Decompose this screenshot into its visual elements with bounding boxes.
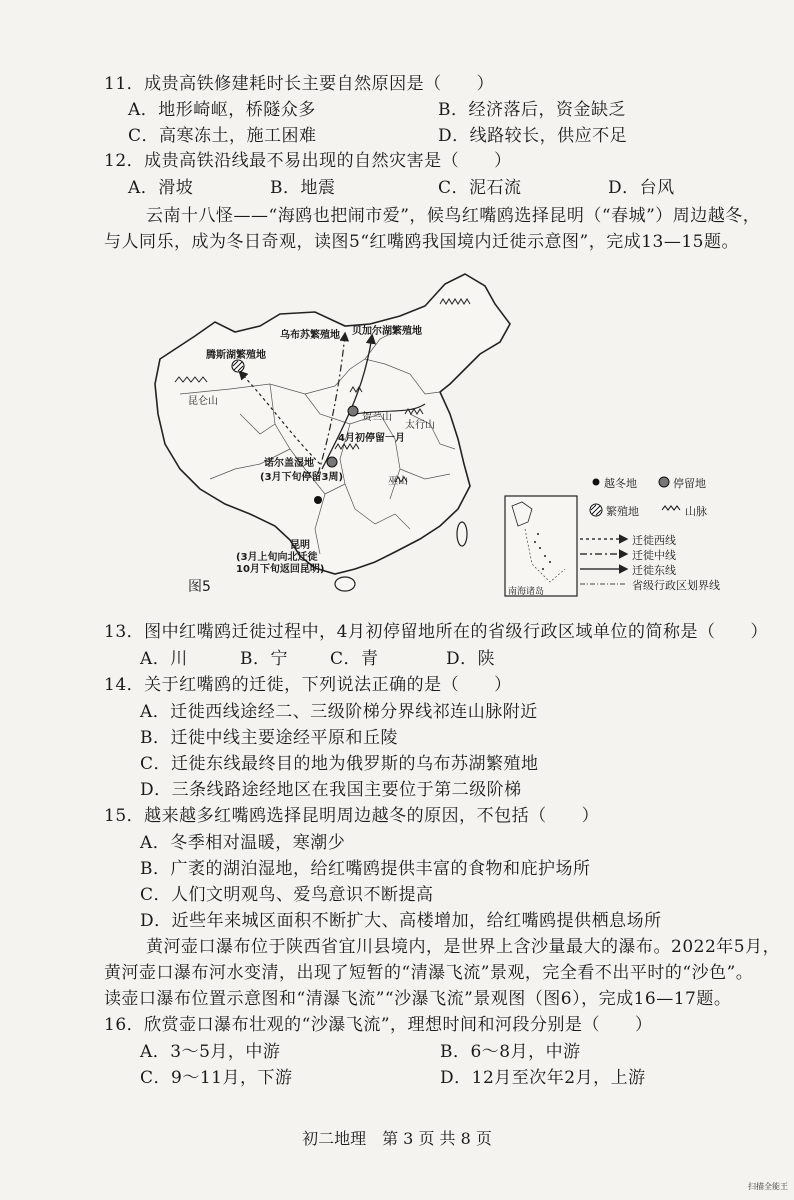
- q11-option-c: C．高寒冻土，施工困难: [128, 126, 317, 146]
- label-helan: 贺兰山: [362, 412, 392, 423]
- passage2-line1: 黄河壶口瀑布位于陕西省宜川县境内，是世界上含沙量最大的瀑布。2022年5月，: [146, 937, 781, 957]
- label-tengis: 腾斯湖繁殖地: [206, 350, 266, 361]
- q13-option-b: B．宁: [240, 649, 288, 669]
- q14-stem: 14．关于红嘴鸥的迁徙，下列说法正确的是（ ）: [104, 675, 512, 695]
- label-kunming-note2: 10月下旬返回昆明): [236, 564, 325, 575]
- label-taihang: 太行山: [405, 420, 435, 431]
- q11-option-b: B．经济落后，资金缺乏: [438, 100, 626, 120]
- q12-option-a: A．滑坡: [128, 178, 194, 198]
- q16-option-d: D．12月至次年2月，上游: [440, 1068, 646, 1088]
- passage2-line3: 读壶口瀑布位置示意图和“清瀑飞流”“沙瀑飞流”景观图（图6），完成16—17题。: [104, 989, 732, 1009]
- legend-east: 迁徙东线: [632, 564, 676, 577]
- legend-winter: 越冬地: [604, 477, 637, 490]
- q14-option-b: B．迁徙中线主要途经平原和丘陵: [140, 728, 398, 748]
- q16-stem: 16．欣赏壶口瀑布壮观的“沙瀑飞流”，理想时间和河段分别是（ ）: [104, 1015, 653, 1035]
- q15-option-a: A．冬季相对温暖，寒潮少: [140, 833, 346, 853]
- china-outline: [155, 274, 510, 574]
- hainan-island: [335, 577, 355, 591]
- label-apr: 4月初停留一月: [338, 433, 405, 444]
- q11-option-a: A．地形崎岖，桥隧众多: [128, 100, 316, 120]
- q12-option-d: D．台风: [608, 178, 675, 198]
- migration-map-figure: [140, 264, 740, 614]
- legend-west: 迁徙西线: [632, 534, 676, 547]
- q11-stem: 11．成贵高铁修建耗时长主要自然原因是（ ）: [104, 74, 495, 94]
- label-kunming: 昆明: [290, 540, 310, 551]
- label-nuoergai-note: (3月下旬停留3周): [260, 472, 344, 483]
- passage2-line2: 黄河壶口瀑布河水变清，出现了短暂的“清瀑飞流”景观，完全看不出平时的“沙色”。: [104, 963, 754, 983]
- nuoergai-stop-dot: [327, 457, 337, 467]
- q13-option-d: D．陕: [446, 649, 496, 669]
- q15-option-b: B．广袤的湖泊湿地，给红嘴鸥提供丰富的食物和庇护场所: [140, 859, 591, 879]
- q11-option-d: D．线路较长，供应不足: [438, 126, 628, 146]
- page-footer: 初二地理 第 3 页 共 8 页: [302, 1129, 492, 1148]
- q16-option-b: B．6～8月，中游: [440, 1042, 581, 1062]
- q14-option-a: A．迁徙西线途经二、三级阶梯分界线祁连山脉附近: [140, 702, 538, 722]
- legend-south-sea: 南海诸岛: [508, 587, 545, 597]
- figure-caption: 图5: [188, 579, 211, 595]
- legend-border: 省级行政区划界线: [632, 579, 720, 592]
- q12-option-c: C．泥石流: [438, 178, 522, 198]
- q13-stem: 13．图中红嘴鸥迁徙过程中，4月初停留地所在的省级行政区域单位的简称是（ ）: [104, 622, 768, 642]
- q16-option-c: C．9～11月，下游: [140, 1068, 293, 1088]
- legend-breed: 繁殖地: [606, 505, 639, 518]
- scanner-badge: 扫描全能王: [748, 1182, 788, 1191]
- legend-mountain: 山脉: [685, 505, 707, 518]
- passage1-line2: 与人同乐，成为冬日奇观，读图5“红嘴鸥我国境内迁徙示意图”，完成13—15题。: [104, 232, 739, 252]
- passage1-line1-text: 云南十八怪——“海鸥也把闹市爱”，候鸟红嘴鸥选择昆明（“春城”）周边越冬，: [146, 206, 761, 226]
- label-kunlun: 昆仑山: [188, 396, 218, 407]
- label-wushan: 巫山: [388, 476, 408, 487]
- q15-option-d: D．近些年来城区面积不断扩大、高楼增加，给红嘴鸥提供栖息场所: [140, 911, 662, 931]
- apr-stop-dot: [348, 406, 358, 416]
- q12-stem: 12．成贵高铁沿线最不易出现的自然灾害是（ ）: [104, 151, 512, 171]
- legend-middle: 迁徙中线: [632, 549, 676, 562]
- q14-option-d: D．三条线路途经地区在我国主要位于第二级阶梯: [140, 780, 522, 800]
- q15-stem: 15．越来越多红嘴鸥选择昆明周边越冬的原因，不包括（ ）: [104, 806, 600, 826]
- label-ubsu: 乌布苏繁殖地: [280, 330, 340, 341]
- south-sea-inset: [505, 496, 577, 596]
- kunming-winter-dot: [314, 496, 322, 504]
- label-nuoergai: 诺尔盖湿地: [264, 458, 314, 469]
- q16-option-a: A．3～5月，中游: [140, 1042, 281, 1062]
- label-baikal: 贝加尔湖繁殖地: [352, 326, 422, 337]
- q12-option-b: B．地震: [270, 178, 336, 198]
- taiwan-island: [457, 522, 467, 546]
- q14-option-c: C．迁徙东线最终目的地为俄罗斯的乌布苏湖繁殖地: [140, 754, 539, 774]
- q15-option-c: C．人们文明观鸟、爱鸟意识不断提高: [140, 885, 434, 905]
- tengis-breed-mark: [232, 360, 244, 372]
- label-kunming-note1: (3月上旬向北迁徙: [236, 552, 318, 563]
- legend-stop: 停留地: [673, 477, 706, 490]
- q13-option-a: A．川: [140, 649, 188, 669]
- q13-option-c: C．青: [330, 649, 379, 669]
